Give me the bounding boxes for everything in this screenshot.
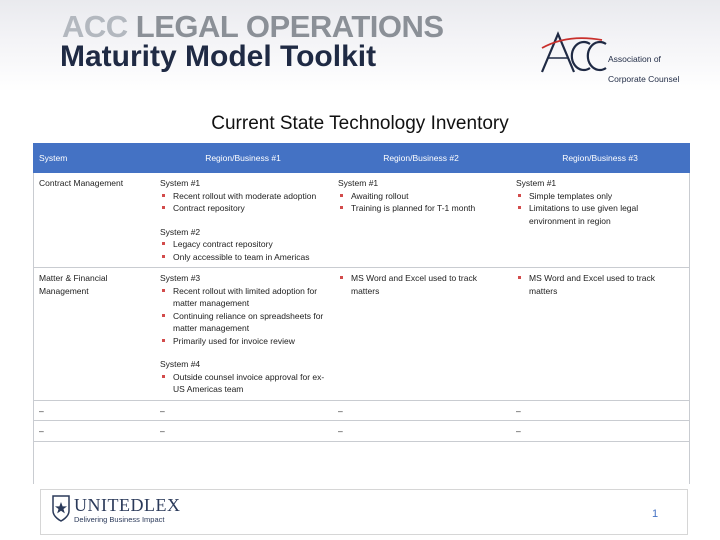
placeholder-cell: – <box>332 421 510 442</box>
region-cell <box>154 268 332 401</box>
bullet-item: Primarily used for invoice review <box>160 335 326 348</box>
system-entry-bullets <box>160 190 326 215</box>
system-entry <box>160 272 326 347</box>
region-cell <box>510 268 690 401</box>
bullet-item: Simple templates only <box>516 190 684 203</box>
placeholder-cell: – <box>510 421 690 442</box>
system-entry <box>160 226 326 264</box>
brand-acc-text: ACC <box>62 9 128 44</box>
bullet-item: Contract repository <box>160 202 326 215</box>
placeholder-cell: – <box>332 400 510 421</box>
system-entry-heading: System #1 <box>516 178 557 188</box>
association-line-1: Association of <box>608 54 661 64</box>
shield-star-icon <box>52 494 70 522</box>
bullet-item: Only accessible to team in Americas <box>160 251 326 264</box>
association-name <box>608 44 698 94</box>
column-header-region-1: Region/Business #1 <box>154 143 332 173</box>
table-header-row <box>33 143 690 173</box>
system-name-cell: Contract Management <box>33 173 154 268</box>
system-entry-bullets <box>160 238 326 263</box>
toolkit-brand-title <box>62 10 444 44</box>
table-row <box>33 173 690 268</box>
bullet-item: Training is planned for T-1 month <box>338 202 504 215</box>
region-cell <box>332 268 510 401</box>
placeholder-cell: – <box>154 400 332 421</box>
bullet-item: Recent rollout with limited adoption for matter management <box>160 285 326 310</box>
unitedlex-tagline: Delivering Business Impact <box>74 515 165 524</box>
bullet-item: Outside counsel invoice approval for ex-US Americas team <box>160 371 326 396</box>
placeholder-cell: – <box>33 421 154 442</box>
system-entry-heading: System #2 <box>160 226 201 237</box>
system-entry-heading: System #1 <box>338 178 379 188</box>
bullet-item: Recent rollout with moderate adoption <box>160 190 326 203</box>
system-name-cell: Matter & Financial Management <box>33 268 154 401</box>
page-title: Current State Technology Inventory <box>211 113 509 134</box>
system-entry-bullets <box>516 272 684 297</box>
placeholder-cell: – <box>33 400 154 421</box>
system-entry <box>516 177 684 227</box>
system-entry <box>338 177 504 215</box>
system-entry <box>516 272 684 297</box>
column-header-region-3: Region/Business #3 <box>510 143 690 173</box>
system-entry-bullets <box>160 285 326 348</box>
placeholder-cell: – <box>154 421 332 442</box>
system-entry-heading: System #3 <box>160 273 201 283</box>
column-header-region-2: Region/Business #2 <box>332 143 510 173</box>
system-entry-bullets <box>338 190 504 215</box>
system-entry <box>338 272 504 297</box>
region-cell <box>154 173 332 268</box>
brand-legal-operations-text: LEGAL OPERATIONS <box>135 9 444 44</box>
system-entry-bullets <box>160 371 326 396</box>
unitedlex-wordmark: UNITEDLEX <box>74 495 181 515</box>
technology-inventory-table <box>33 143 690 442</box>
toolkit-subtitle: Maturity Model Toolkit <box>60 40 377 73</box>
placeholder-row <box>33 400 690 421</box>
table-row <box>33 268 690 401</box>
system-entry-bullets <box>338 272 504 297</box>
page-number: 1 <box>652 508 659 520</box>
region-cell <box>332 173 510 268</box>
bullet-item: MS Word and Excel used to track matters <box>338 272 504 297</box>
association-line-2: Corporate Counsel <box>608 74 680 84</box>
system-entry <box>160 177 326 215</box>
bullet-item: Limitations to use given legal environment in region <box>516 202 684 227</box>
system-entry <box>160 358 326 396</box>
system-entry-heading: System #1 <box>160 178 201 188</box>
bullet-item: MS Word and Excel used to track matters <box>516 272 684 297</box>
placeholder-row <box>33 421 690 442</box>
placeholder-cell: – <box>510 400 690 421</box>
acc-logo-mark-icon <box>540 30 610 74</box>
unitedlex-logo <box>52 494 212 528</box>
table-body <box>33 173 690 441</box>
bullet-item: Awaiting rollout <box>338 190 504 203</box>
bullet-item: Legacy contract repository <box>160 238 326 251</box>
column-header-system: System <box>33 143 154 173</box>
system-entry-heading: System #4 <box>160 359 201 369</box>
bullet-item: Continuing reliance on spreadsheets for matter management <box>160 310 326 335</box>
system-entry-bullets <box>516 190 684 228</box>
region-cell <box>510 173 690 268</box>
